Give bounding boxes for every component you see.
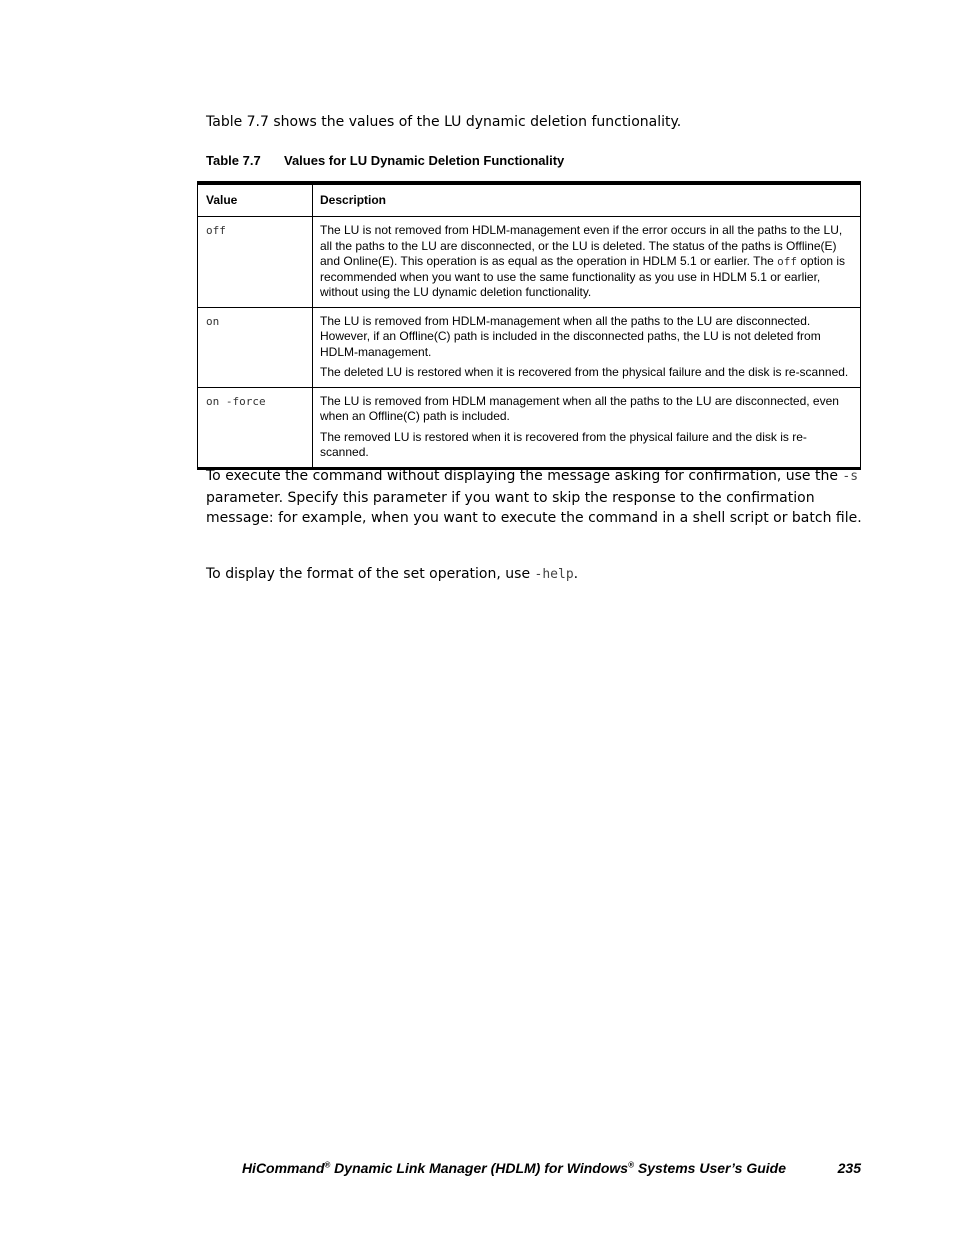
inline-code: -help [534,567,574,582]
registered-mark: ® [324,1160,331,1170]
value-cell [198,217,313,308]
column-header-description: Description [313,183,861,217]
table-title: Values for LU Dynamic Deletion Functionality [284,153,565,168]
paragraph-text: To execute the command without displaying the message asking for confirmation, use the [206,468,843,484]
table-row [198,307,861,387]
value-code: on [206,314,220,328]
description-text: The LU is removed from HDLM-management when all the paths to the LU are disconnected. However, if an Offline(C) path is included in the disconnected paths, the LU is not deleted from HDLM-management. [320,313,821,359]
inline-code: off [777,255,798,268]
table-number: Table 7.7 [206,153,261,168]
description-text-part: The LU is not removed from HDLM-management even if the error occurs in all the paths to the LU, all the paths to the LU are disconnected, or the LU is deleted. The status of the paths is Offline(E) and Online(E). This operation is as equal as the operation in HDLM 5.1 or earlier. The [320,223,843,268]
paragraph-text: . [573,566,579,582]
description-text [320,223,854,301]
description-cell [313,307,861,387]
description-cell [313,387,861,468]
description-text: The LU is removed from HDLM management when all the paths to the LU are disconnected, even when an Offline(C) path is included. [320,393,839,423]
footer-title [242,1160,786,1177]
page-number: 235 [837,1160,861,1176]
intro-paragraph: Table 7.7 shows the values of the LU dynamic deletion functionality. [206,114,682,130]
table-row [198,217,861,308]
inline-code: -s [842,469,859,484]
footer-title-part: Systems User’s Guide [633,1160,786,1176]
registered-mark: ® [628,1160,634,1170]
table-caption [206,152,564,169]
paragraph-text: To display the format of the set operation, use [206,566,535,582]
table-header-row [198,183,861,217]
value-code: on -force [206,394,266,408]
confirmation-paragraph [206,466,866,529]
description-cell [313,217,861,308]
paragraph-text: parameter. Specify this parameter if you want to skip the response to the confirmation message: for example, when you want to execute the command in a shell script or batch file. [206,489,862,526]
description-text: The deleted LU is restored when it is recovered from the physical failure and the disk is re-scanned. [320,365,849,379]
description-text: The removed LU is restored when it is recovered from the physical failure and the disk is re-scanned. [320,429,807,459]
value-code: off [206,224,226,237]
footer-title-part: Dynamic Link Manager (HDLM) for Windows [330,1160,629,1176]
footer-title-part: HiCommand [241,1160,325,1176]
value-cell [198,307,313,387]
description-text-part: option is recommended when you want to use the same functionality as you use in HDLM 5.1 or earlier, without using the LU dynamic deletion functionality. [320,254,846,299]
help-paragraph [206,564,866,586]
column-header-value: Value [198,183,313,217]
table-row [198,387,861,468]
lu-deletion-values-table [197,181,861,470]
value-cell [198,387,313,468]
